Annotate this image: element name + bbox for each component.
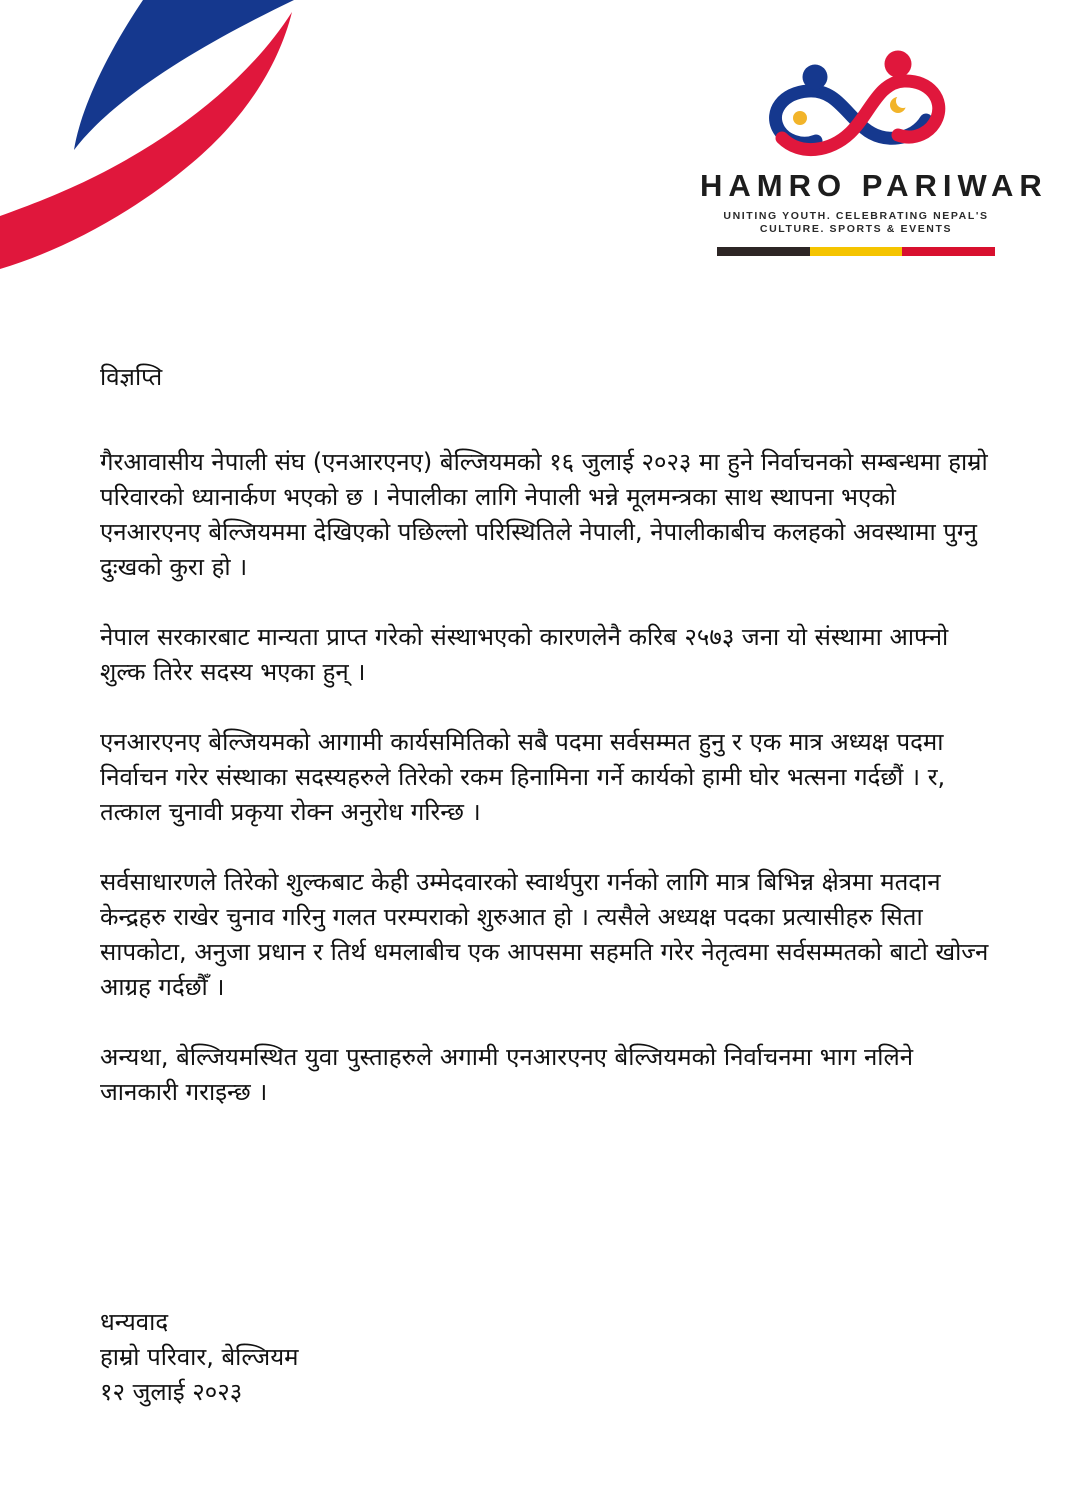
- letter-paragraph-3: एनआरएनए बेल्जियमको आगामी कार्यसमितिको सबै पदमा सर्वसम्मत हुनु र एक मात्र अध्यक्ष पदमा निर्वाचन गरेर संस्थाका सदस्यहरुले तिरेको रकम हिनामिना गर्ने कार्यको हामी घोर भत्सना गर्दछौं । र, तत्काल चुनावी प्रकृया रोक्न अनुरोध गरिन्छ ।: [100, 728, 946, 826]
- closing-thanks: धन्यवाद: [100, 1308, 169, 1336]
- sun-icon: [793, 111, 807, 125]
- hamro-pariwar-infinity-logo-icon: [756, 48, 956, 168]
- closing-date: १२ जुलाई २०२३: [100, 1378, 243, 1406]
- logo-red-head: [885, 51, 912, 78]
- letter-heading: विज्ञप्ति: [100, 363, 163, 391]
- flag-red-segment: [902, 247, 995, 256]
- letter-paragraph-2: नेपाल सरकारबाट मान्यता प्राप्त गरेको संस्थाभएको कारणलेनै करिब २५७३ जना यो संस्थामा आफ्नो शुल्क तिरेर सदस्य भएका हुन् ।: [100, 623, 949, 686]
- letter-paragraph-5: अन्यथा, बेल्जियमस्थित युवा पुस्ताहरुले अगामी एनआरएनए बेल्जियमको निर्वाचनमा भाग नलिने जानकारी गराइन्छ ।: [100, 1043, 914, 1106]
- letter-closing: [100, 1305, 995, 1410]
- closing-organization: हाम्रो परिवार, बेल्जियम: [100, 1343, 299, 1371]
- corner-swoosh-decoration: [0, 0, 320, 280]
- brand-tagline-line2: CULTURE. SPORTS & EVENTS: [759, 223, 953, 235]
- letter-paragraph-4: सर्वसाधारणले तिरेको शुल्कबाट केही उम्मेदवारको स्वार्थपुरा गर्नको लागि मात्र बिभिन्न क्षेत्रमा मतदान केन्द्रहरु राखेर चुनाव गरिनु गलत परम्पराको शुरुआत हो । त्यसैले अध्यक्ष पदका प्रत्यासीहरु सिता सापकोटा, अनुजा प्रधान र तिर्थ धमलाबीच एक आपसमा सहमति गरेर नेतृत्वमा सर्वसम्मतको बाटो खोज्न आग्रह गर्दछौँ ।: [100, 868, 989, 1001]
- flag-yellow-segment: [810, 247, 903, 256]
- logo-blue-head: [803, 65, 828, 90]
- belgium-flag-bar: [717, 247, 995, 256]
- moon-mask: [896, 94, 910, 108]
- brand-wordmark: HAMRO PARIWAR: [700, 168, 1048, 203]
- flag-black-segment: [717, 247, 810, 256]
- brand-tagline-line1: UNITING YOUTH. CELEBRATING NEPAL'S: [723, 210, 989, 222]
- letter-paragraph-1: गैरआवासीय नेपाली संघ (एनआरएनए) बेल्जियमको १६ जुलाई २०२३ मा हुने निर्वाचनको सम्बन्धमा हाम्रो परिवारको ध्यानार्कण भएको छ । नेपालीका लागि नेपाली भन्ने मूलमन्त्रका साथ स्थापना भएको एनआरएनए बेल्जियममा देखिएको पछिल्लो परिस्थितिले नेपाली, नेपालीकाबीच कलहको अवस्थामा पुग्नु दुःखको कुरा हो ।: [100, 448, 988, 581]
- brand-logo-block: [700, 48, 1048, 256]
- letter-body: [100, 360, 995, 1410]
